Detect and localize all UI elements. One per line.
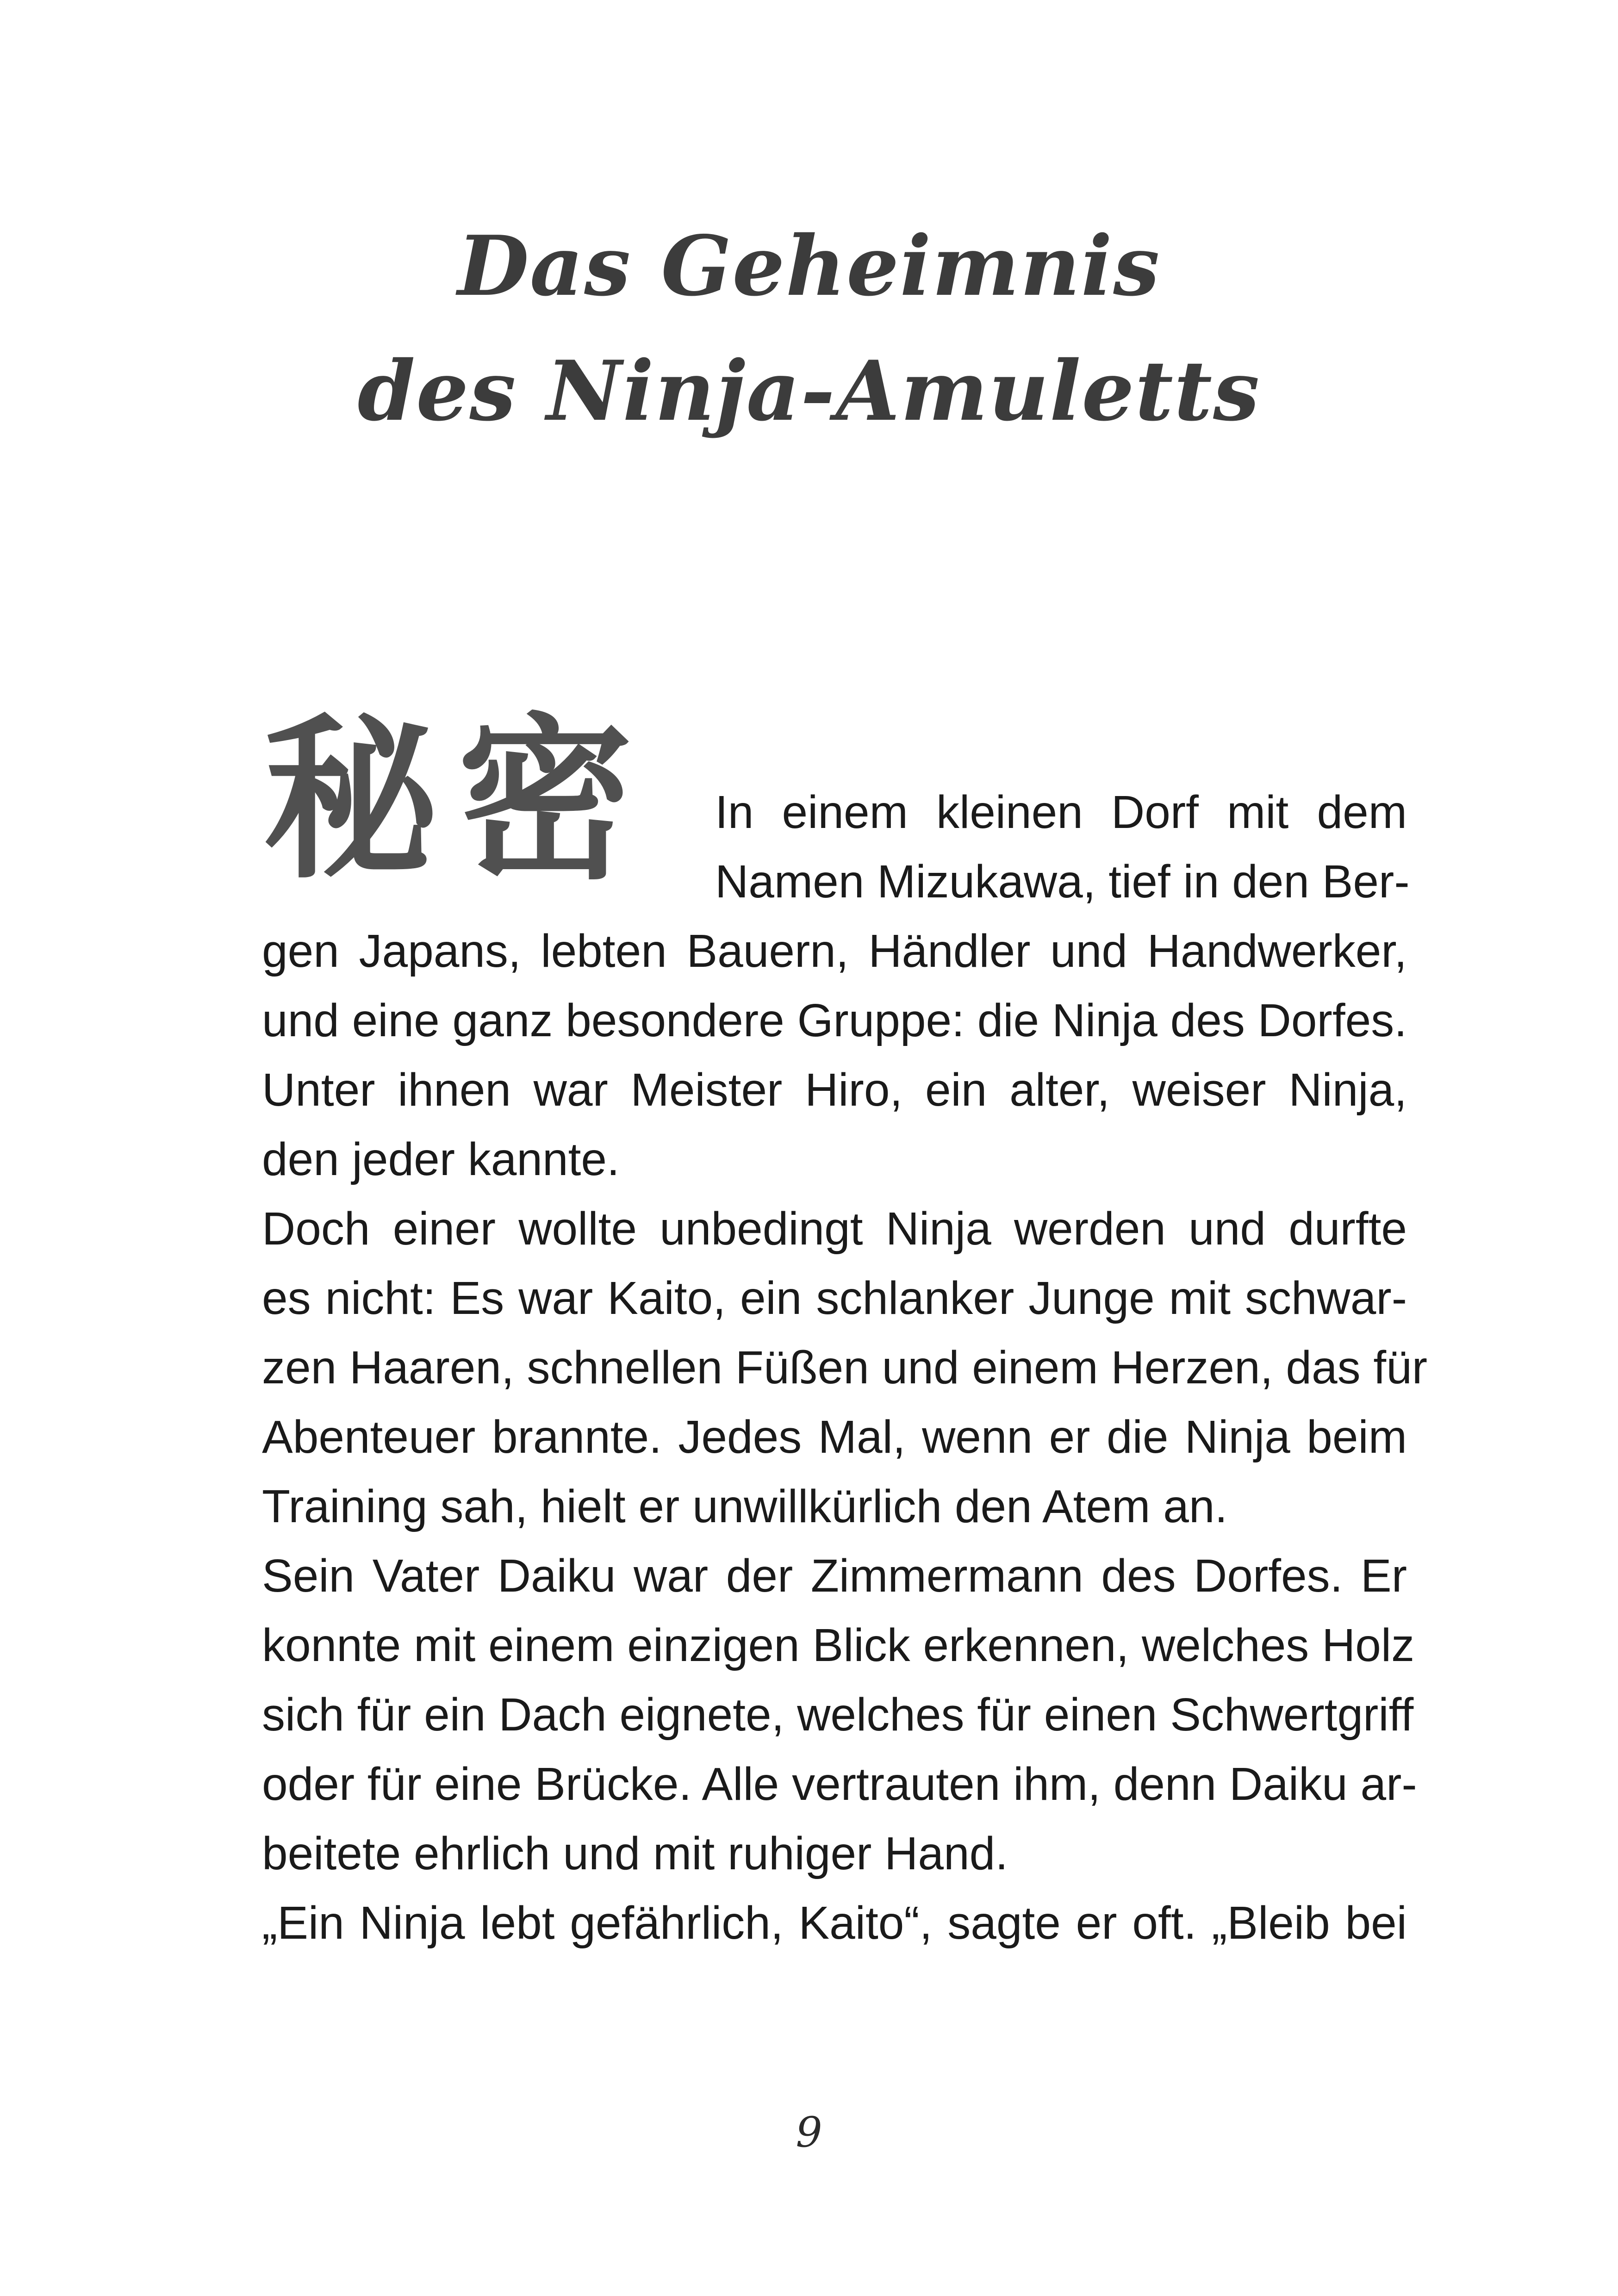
text-line: Doch einer wollte unbedingt Ninja werden und durfte [262, 1203, 1407, 1255]
lead-paragraph [715, 778, 1410, 916]
text-line: In einem kleinen Dorf mit dem [715, 786, 1407, 838]
chapter-title-line-2: des Ninja-Amuletts [357, 342, 1261, 439]
text-line: beitete ehrlich und mit ruhiger Hand. [262, 1828, 1008, 1879]
text-line: konnte mit einem einzigen Blick erkennen, welches Holz [262, 1619, 1415, 1671]
text-line: Abenteuer brannte. Jedes Mal, wenn er die Ninja beim [262, 1411, 1407, 1463]
text-line: Sein Vater Daiku war der Zimmermann des Dorfes. Er [262, 1550, 1407, 1602]
body-text [262, 916, 1428, 1958]
kanji-drop-cap: 秘密 [263, 698, 652, 903]
text-line: und eine ganz besondere Gruppe: die Ninja des Dorfes. [262, 995, 1407, 1046]
page-number: 9 [796, 2108, 822, 2157]
text-line: gen Japans, lebten Bauern, Händler und Handwerker, [262, 925, 1407, 977]
text-line: den jeder kannte. [262, 1133, 620, 1185]
text-line: Training sah, hielt er unwillkürlich den Atem an. [262, 1481, 1228, 1532]
text-line: Namen Mizukawa, tief in den Ber- [715, 856, 1410, 908]
text-line: zen Haaren, schnellen Füßen und einem Herzen, das für [262, 1342, 1428, 1394]
text-line: oder für eine Brücke. Alle vertrauten ihm, denn Daiku ar- [262, 1758, 1417, 1810]
text-line: „Ein Ninja lebt gefährlich, Kaito“, sagte er oft. „Bleib bei [262, 1897, 1407, 1949]
chapter-title-line-1: Das Geheimnis [457, 218, 1161, 314]
text-line: Unter ihnen war Meister Hiro, ein alter, weiser Ninja, [262, 1064, 1407, 1116]
text-line: sich für ein Dach eignete, welches für einen Schwertgriff [262, 1689, 1414, 1741]
text-line: es nicht: Es war Kaito, ein schlanker Junge mit schwar- [262, 1272, 1407, 1324]
